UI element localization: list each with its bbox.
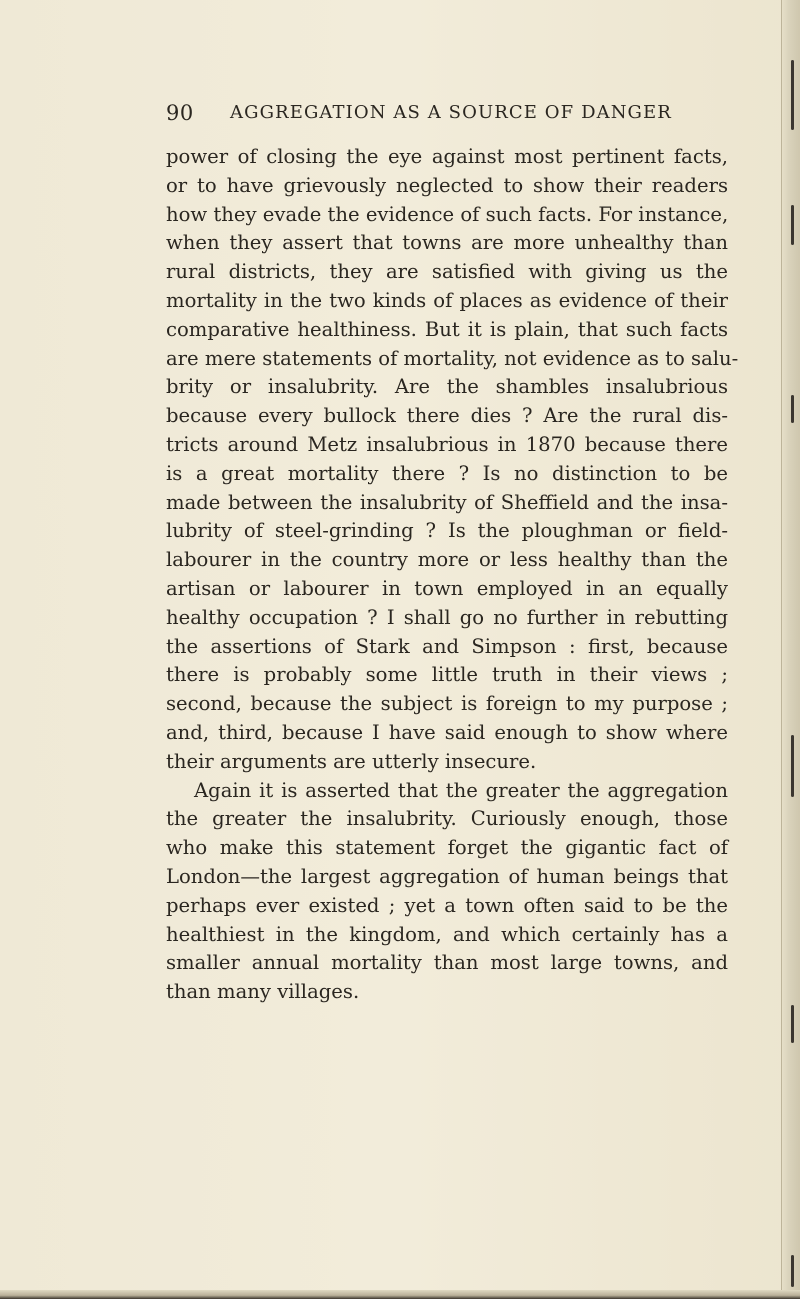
text-line: healthy occupation ? I shall go no further in rebutting [166,605,728,629]
text-line: rural districts, they are satisfied with giving us the [166,260,728,284]
text-line: because every bullock there dies ? Are the rural dis- [166,404,728,428]
text-line: their arguments are utterly insecure. [166,749,537,773]
text-line: mortality in the two kinds of places as evidence of their [166,288,728,312]
text-line: the assertions of Stark and Simpson : first, because [166,634,728,658]
text-line: there is probably some little truth in their views ; [166,663,728,687]
text-line: or to have grievously neglected to show their readers [166,173,728,197]
page-edge-bottom [0,1290,800,1299]
text-line: how they evade the evidence of such facts. For instance, [166,202,729,226]
edge-shadow-mark [791,735,794,797]
text-line: Again it is asserted that the greater the aggregation [194,778,728,802]
text-line: made between the insalubrity of Sheffield and the insa- [166,490,728,514]
text-line: who make this statement forget the gigantic fact of [166,836,728,860]
edge-shadow-mark [791,205,794,245]
page-header [166,98,726,128]
edge-shadow-mark [791,60,794,130]
text-line: is a great mortality there ? Is no distinction to be [166,461,728,485]
body-text [166,143,739,1007]
text-line: and, third, because I have said enough to show where [166,720,728,744]
text-line: healthiest in the kingdom, and which certainly has a [166,922,728,946]
page-number: 90 [166,101,194,125]
text-line: London—the largest aggregation of human beings that [166,864,728,888]
text-line: comparative healthiness. But it is plain, that such facts [166,317,728,341]
edge-shadow-mark [791,1255,794,1287]
edge-shadow-mark [791,395,794,423]
text-line: smaller annual mortality than most large towns, and [166,951,728,975]
edge-shadow-mark [791,1005,794,1043]
text-line: brity or insalubrity. Are the shambles insalubrious [166,375,728,399]
text-line: the greater the insalubrity. Curiously enough, those [166,807,728,831]
text-line: labourer in the country more or less healthy than the [166,548,728,572]
text-line: perhaps ever existed ; yet a town often said to be the [166,893,728,917]
text-line: than many villages. [166,980,360,1004]
text-line: when they assert that towns are more unhealthy than [166,231,728,255]
page-edge-right [781,0,800,1299]
text-line: second, because the subject is foreign to my purpose ; [166,692,728,716]
text-line: lubrity of steel-grinding ? Is the ploughman or field- [166,519,728,543]
text-line: are mere statements of mortality, not evidence as to salu- [166,346,739,370]
text-line: power of closing the eye against most pertinent facts, [166,145,728,168]
running-head: AGGREGATION AS A SOURCE OF DANGER [230,102,672,123]
text-line: tricts around Metz insalubrious in 1870 because there [166,432,728,456]
text-line: artisan or labourer in town employed in an equally [166,576,728,600]
